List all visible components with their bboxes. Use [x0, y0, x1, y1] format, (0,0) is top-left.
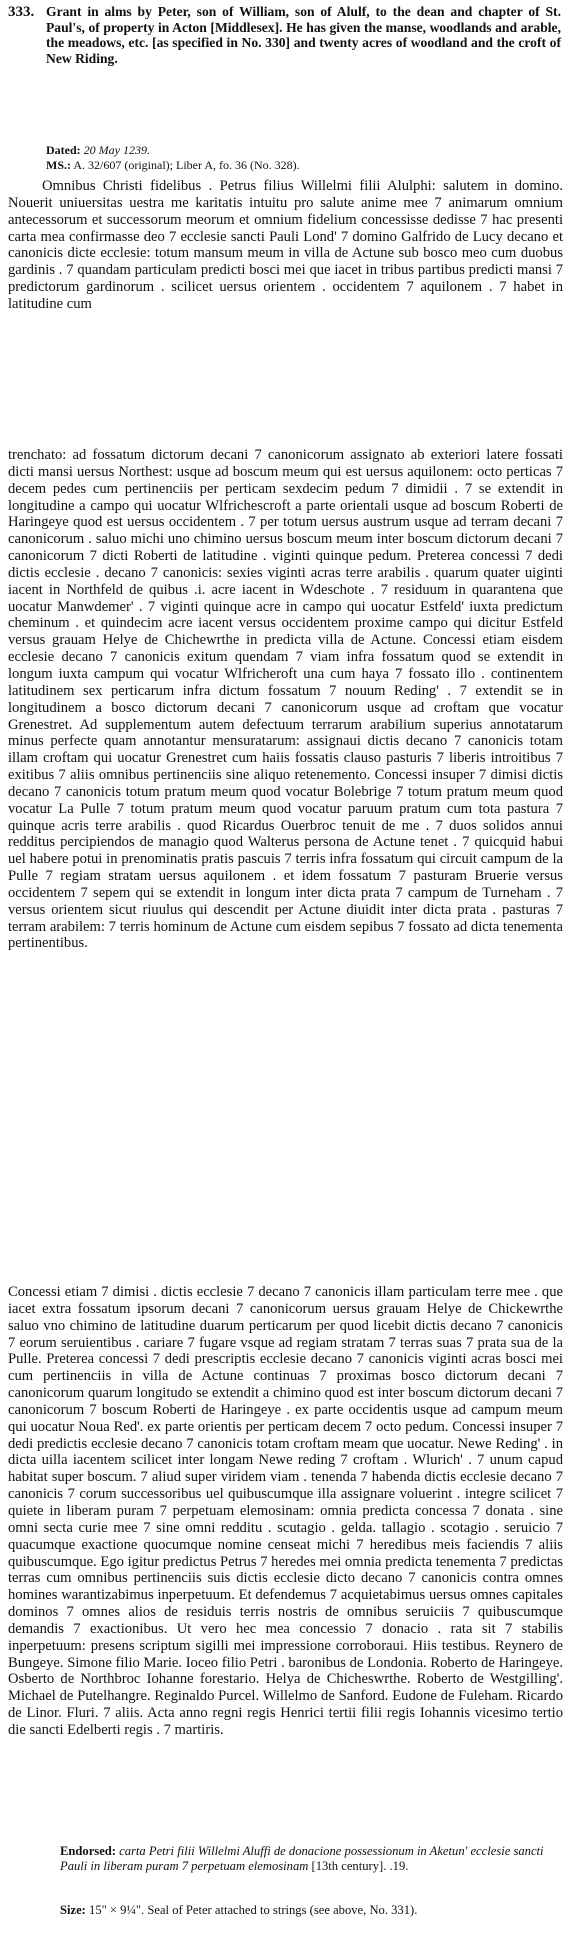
endorsed-mark: .19.: [389, 1859, 409, 1873]
size-label: Size:: [60, 1903, 86, 1917]
ms-label: MS.:: [46, 158, 71, 172]
endorsed-date: [13th century].: [311, 1859, 387, 1873]
ms-line: [46, 158, 561, 173]
seal-note: Seal of Peter attached to strings (see above, No. 331).: [147, 1903, 418, 1917]
latin-text-paragraph-1: Omnibus Christi fidelibus . Petrus filius Willelmi filii Alulphi: salutem in domino. Nouerit uniuersitas uestra me karitatis intuitu pro salute anime mee 7 animarum omnium antecessorum et successorum meorum et omnium fidelium concessisse dedisse 7 hac presenti carta mea confirmasse deo 7 ecclesie sancti Pauli Lond' 7 domino Galfrido de Lucy decano et canonicis dicte ecclesie: totum mansum meum in villa de Actune sub bosco meo cum duobus gardinis . 7 quandam particulam predicti bosci mei que iacet in tribus partibus predicti mansi 7 predictorum gardinorum . scilicet uersus orientem . occidentem 7 aquilonem . 7 habet in latitudine cum: [8, 178, 563, 312]
dated-value: 20 May 1239.: [83, 143, 150, 157]
entry-number: 333.: [8, 4, 35, 20]
entry-heading: Grant in alms by Peter, son of William, son of Alulf, to the dean and chapter of St. Paul's, of property in Acton [Middlesex]. He has given the manse, woodlands and arable, the meadows, etc. [as specified in No. 330] and twenty acres of woodland and the croft of New Riding.: [46, 4, 561, 66]
endorsed-label: Endorsed:: [60, 1844, 116, 1858]
dated-label: Dated:: [46, 143, 81, 157]
endorsed-text: carta Petri filii Willelmi Aluffi de donacione possessionum in Aketun' ecclesie sancti Pauli in liberam puram 7 perpetuam elemosinam: [60, 1844, 544, 1873]
ms-value: A. 32/607 (original); Liber A, fo. 36 (No. 328).: [73, 158, 300, 172]
size-line: [60, 1903, 560, 1918]
entry-metadata: [46, 143, 561, 173]
endorsement: [60, 1844, 560, 1874]
latin-text-paragraph-3: Concessi etiam 7 dimisi . dictis ecclesie 7 decano 7 canonicis illam particulam terre mee . que iacet extra fossatum ipsorum decani 7 canonicorum uersus grauam Helye de Chickewrthe saluo vno chimino de latitudine duarum perticarum per quod licebit dictis decano 7 canonicis 7 eorum seruientibus . cariare 7 fugare vsque ad regiam stratam 7 terras suas 7 prata sua de la Pulle. Preterea concessi 7 dedi prescriptis ecclesie decano 7 canonicis viginti acras bosci mei cum pertinenciis in villa de Actune continuas 7 proximas bosco dictorum decani 7 canonicorum quarum longitudo se extendit a chimino quod est inter boscum dictorum decani 7 canonicorum 7 boscum Roberti de Haringeye . ex parte occidentis usque ad campum meum qui uocatur Noua Red'. ex parte orientis per perticam decem 7 octo pedum. Concessi insuper 7 dedi predictis ecclesie decano 7 canonicis totam croftam meam que uocatur. Newe Reding' . in dicta uilla iacentem scilicet inter longam Newe reding 7 croftam . Wlurich' . 7 unum capud habitat super boscum. 7 aliud super viridem viam . tenenda 7 habenda dictis ecclesie decano 7 canonicis 7 corum successoribus uel quibuscumque illa assignare voluerint . integre scilicet 7 quiete in liberam puram 7 perpetuam elemosinam: omnia predicta concessa 7 donata . sine omni secta curie mee 7 sine omni redditu . scutagio . gelda. tallagio . scotagio . seruicio 7 quacumque exactione quocumque nomine censeat michi 7 heredibus meis faciendis 7 aliis quibuscumque. Ego igitur predictus Petrus 7 heredes mei omnia predicta tenementa 7 predictas terras cum omnibus pertinenciis suis dictis ecclesie dicto decano 7 canonicis contra omnes homines warantizabimus inperpetuum. Et defendemus 7 acquietabimus uersus omnes capitales dominos 7 omnes alios de residuis terris nostris de omnibus seruiciis 7 quibuscumque demandis 7 exactionibus. Ut vero hec mea concessio 7 donacio . rata sit 7 stabilis inperpetuum: presens scriptum sigilli mei impressione corroboraui. Hiis testibus. Reynero de Bungeye. Simone filio Marie. Ioceo filio Petri . baronibus de Londonia. Roberto de Haringeye. Osberto de Northbroc Iohanne forestario. Helya de Chicheswrthe. Roberto de Westgilling'. Michael de Putelhangre. Reginaldo Purcel. Willelmo de Sanford. Eudone de Fuleham. Ricardo de Linor. Fluri. 7 aliis. Acta anno regni regis Henrici tertii filii regis Iohannis vicesimo tertio die sancti Edelberti regis . 7 martiris.: [8, 1284, 563, 1738]
dated-line: [46, 143, 561, 158]
latin-text-paragraph-2: trenchato: ad fossatum dictorum decani 7 canonicorum assignato ab exteriori latere fossati dicti mansi uersus Northest: usque ad boscum meum qui est uersus aquilonem: octo perticas 7 decem pedes cum pertinenciis per perticam sexdecim pedum 7 dimidii . 7 se extendit in longitudine a campo qui uocatur Wlfrichescroft a parte orientali usque ad boscum Roberti de Haringeye quod est uersus occidentem . 7 per totum uersus austrum usque ad terram decani 7 canonicorum . saluo michi uno chimino uersus boscum meum inter boscum dictorum decani 7 canonicorum 7 dicti Roberti de latitudine . viginti quinque pedum. Preterea concessi 7 dedi dictis ecclesie . decano 7 canonicis: sexies viginti acras terre arabilis . quarum quater uiginti iacent in Northfeld de quibus .i. acre iacent in Wdeschote . 7 residuum in quarantena que uocatur Manwdemer' . 7 viginti quinque acre in campo qui uocatur Estfeld' iuxta predictum cheminum . et quindecim acre iacent versus occidentem proxime campo qui dicitur Estfeld versus grauam Helye de Chichewrthe in predicta villa de Actune. Concessi etiam eisdem ecclesie decano 7 canonicis exitum quendam 7 viam infra fossatum quod se extendit in longum iuxta campum qui vocatur Wlfricheroft una cum haya 7 fossato illo . continentem latitudinem sex perticarum infra dictum fossatum 7 nouum Reding' . 7 extendit se in longitudinem a bosco dictorum decani 7 canonicorum usque ad croftam que vocatur Grenestret. Ad supplementum autem defectuum terrarum arabilium superius annotatarum minus perfecte quam annotantur mensuratarum: assignaui dictis decano 7 canonicis totam illam croftam qui uocatur Grenestret cum haiis fossatis clauso pasturis 7 liberis introitibus 7 exitibus 7 aliis omnibus pertinenciis sine aliquo retenemento. Concessi insuper 7 dimisi dictis decano 7 canonicis totum pratum meum quod vocatur Bolebrige 7 totum pratum meum quod vocatur La Pulle 7 totum pratum meum quod vocatur paruum pratum cum tota pastura 7 quinque acris terre arabilis . quod Ricardus Ouerbroc tenuit de me . 7 duos solidos annui redditus percipiendos de managio quod Walterus persona de Actune tenet . 7 quicquid habui uel habere potui in prenominatis pratis pascuis 7 terris infra fossatum qui circuit campum de la Pulle 7 regiam stratam uersus aquilonem . et idem fossatum 7 pasturam Bruerie versus occidentem 7 sepem qui se extendit in longum inter dicta prata 7 campum de Turneham . 7 versus orientem sicut riuulus qui descendit per Actune diuidit inter dicta prata . pasturas 7 terram arabilem: 7 terris hominum de Actune cum eisdem sepibus 7 fossato ad dicta tenementa pertinentibus.: [8, 447, 563, 952]
size-value: 15" × 9¼".: [89, 1903, 145, 1917]
